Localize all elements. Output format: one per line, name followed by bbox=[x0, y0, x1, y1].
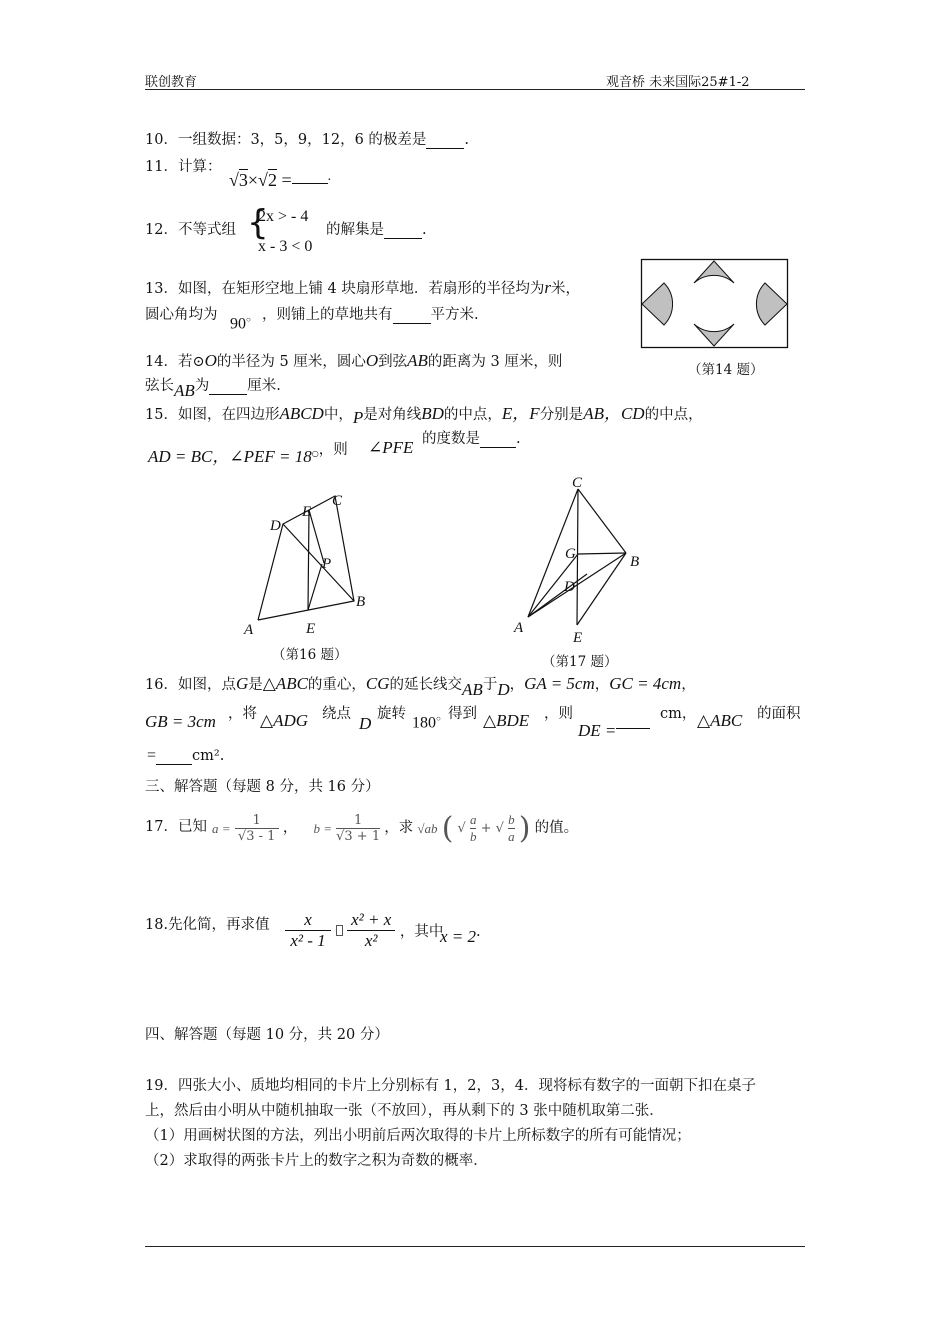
question-16-line2b: ，将 bbox=[228, 706, 257, 722]
fig17-caption: （第17 题） bbox=[542, 654, 618, 670]
question-16-line2k: cm， bbox=[660, 706, 697, 722]
figure-17 bbox=[508, 470, 648, 650]
question-13-line2b: ，则铺上的草地共有 平方米. bbox=[262, 307, 479, 323]
fig17-label-E: E bbox=[573, 630, 583, 646]
q13-angle: 90○ bbox=[230, 315, 251, 333]
question-17-label: 17．已知 bbox=[145, 819, 207, 835]
fig17-label-D: D bbox=[564, 579, 575, 595]
question-19-part1: （1）用画树状图的方法，列出小明前后两次取得的卡片上所标数字的所有可能情况； bbox=[145, 1128, 691, 1144]
fig17-label-C: C bbox=[572, 475, 583, 491]
question-19-part2: （2）求取得的两张卡片上的数字之积为奇数的概率． bbox=[145, 1153, 488, 1169]
fig16-label-D: D bbox=[270, 518, 281, 534]
question-16-line2e: D bbox=[359, 714, 372, 733]
question-14-line1: 14．若⊙O的半径为 5 厘米，圆心O到弦AB的距离为 3 厘米，则 bbox=[145, 351, 563, 370]
fig16-label-E-bottom: E bbox=[306, 621, 316, 637]
question-16-line2h: △BDE bbox=[483, 711, 530, 730]
figure-14 bbox=[640, 258, 790, 350]
question-16-line1: 16．如图，点G是△ABC的重心，CG的延长线交AB于D，GA = 5cm，GC = 4cm， bbox=[145, 674, 696, 699]
fig17-label-G: G bbox=[565, 546, 576, 562]
question-14-line2: 弦长AB为 厘米. bbox=[145, 378, 281, 400]
q12-inequality-2: x - 3 < 0 bbox=[258, 238, 313, 255]
question-15-line2b: ∠PFE bbox=[368, 438, 414, 457]
question-19-line1: 19．四张大小、质地均相同的卡片上分别标有 1，2，3，4．现将标有数字的一面朝下扣在桌子 bbox=[145, 1078, 756, 1094]
question-16-line2f: 旋转 bbox=[377, 706, 406, 722]
header-rule bbox=[145, 89, 805, 90]
question-16-line2g: 得到 bbox=[448, 706, 477, 722]
question-16-line2l: △ABC bbox=[697, 711, 743, 730]
fig17-label-B: B bbox=[630, 554, 640, 570]
fig16-label-B: B bbox=[356, 594, 366, 610]
question-16-line2d: 绕点 bbox=[322, 706, 351, 722]
question-15-line1: 15．如图，在四边形ABCD中，P是对角线BD的中点，E，F分别是AB，CD的中点， bbox=[145, 404, 703, 427]
question-16-line2i: ，则 bbox=[544, 706, 573, 722]
header-left: 联创教育 bbox=[145, 75, 198, 90]
q18-expression: $\frac{x}{\text{x² - 1}}$ $\frac{\text{x² + x}}{\text{x²}}$ ，其中 bbox=[285, 910, 443, 951]
brace: { bbox=[247, 203, 269, 243]
fig17-label-A: A bbox=[514, 620, 524, 636]
question-13-line2: 圆心角均为 bbox=[145, 307, 218, 323]
fig14-caption: （第14 题） bbox=[688, 362, 764, 378]
q12-inequality-1: 2x > - 4 bbox=[258, 208, 309, 225]
fig16-label-A: A bbox=[244, 622, 254, 638]
q17-expressions: a = $\frac{1}{√3 - 1}$ ， b = $\frac{1}{√3 + 1}$ ，求 √ab ( √ $\frac{a}{b}$ + √ $\frac{b}{a}$ ) 的值。 bbox=[212, 810, 579, 846]
footer-rule bbox=[145, 1246, 805, 1247]
question-12-tail: 的解集是 . bbox=[326, 222, 427, 238]
question-13-line1: 13．如图，在矩形空地上铺 4 块扇形草地．若扇形的半径均为r米， bbox=[145, 278, 581, 297]
question-16-line2c: △ADG bbox=[260, 711, 309, 730]
question-16-deg: 180○ bbox=[412, 714, 441, 732]
question-12-label: 12．不等式组 bbox=[145, 222, 236, 238]
fig16-label-P: P bbox=[322, 556, 332, 572]
question-15-line2: AD = BC，∠PEF = 18○，则 bbox=[148, 442, 348, 466]
fig16-caption: （第16 题） bbox=[272, 647, 348, 663]
q11-expression: √3×√2 = . bbox=[229, 162, 331, 191]
question-11: 11．计算： bbox=[145, 159, 222, 175]
fig16-label-C: C bbox=[332, 493, 343, 509]
fig16-label-E-top: E bbox=[302, 504, 312, 520]
header-right: 观音桥 未来国际25#1-2 bbox=[606, 75, 750, 90]
question-16-line2j: DE = bbox=[578, 712, 650, 741]
question-18-label: 18.先化简，再求值 bbox=[145, 917, 270, 933]
question-19-line2: 上，然后由小明从中随机抽取一张（不放回），再从剩下的 3 张中随机取第二张． bbox=[145, 1103, 664, 1119]
figure-16 bbox=[238, 488, 378, 638]
section-4-heading: 四、解答题（每题 10 分，共 20 分） bbox=[145, 1027, 389, 1043]
q18-condition: x = 2. bbox=[440, 924, 481, 946]
question-10: 10．一组数据：3，5，9，12，6 的极差是 . bbox=[145, 132, 470, 148]
question-16-line2a: GB = 3cm bbox=[145, 712, 216, 731]
question-16-line2m: 的面积 bbox=[757, 706, 801, 722]
question-16-line3: = cm². bbox=[147, 747, 225, 764]
question-15-line2c: 的度数是 . bbox=[422, 431, 521, 447]
section-3-heading: 三、解答题（每题 8 分，共 16 分） bbox=[145, 779, 380, 795]
